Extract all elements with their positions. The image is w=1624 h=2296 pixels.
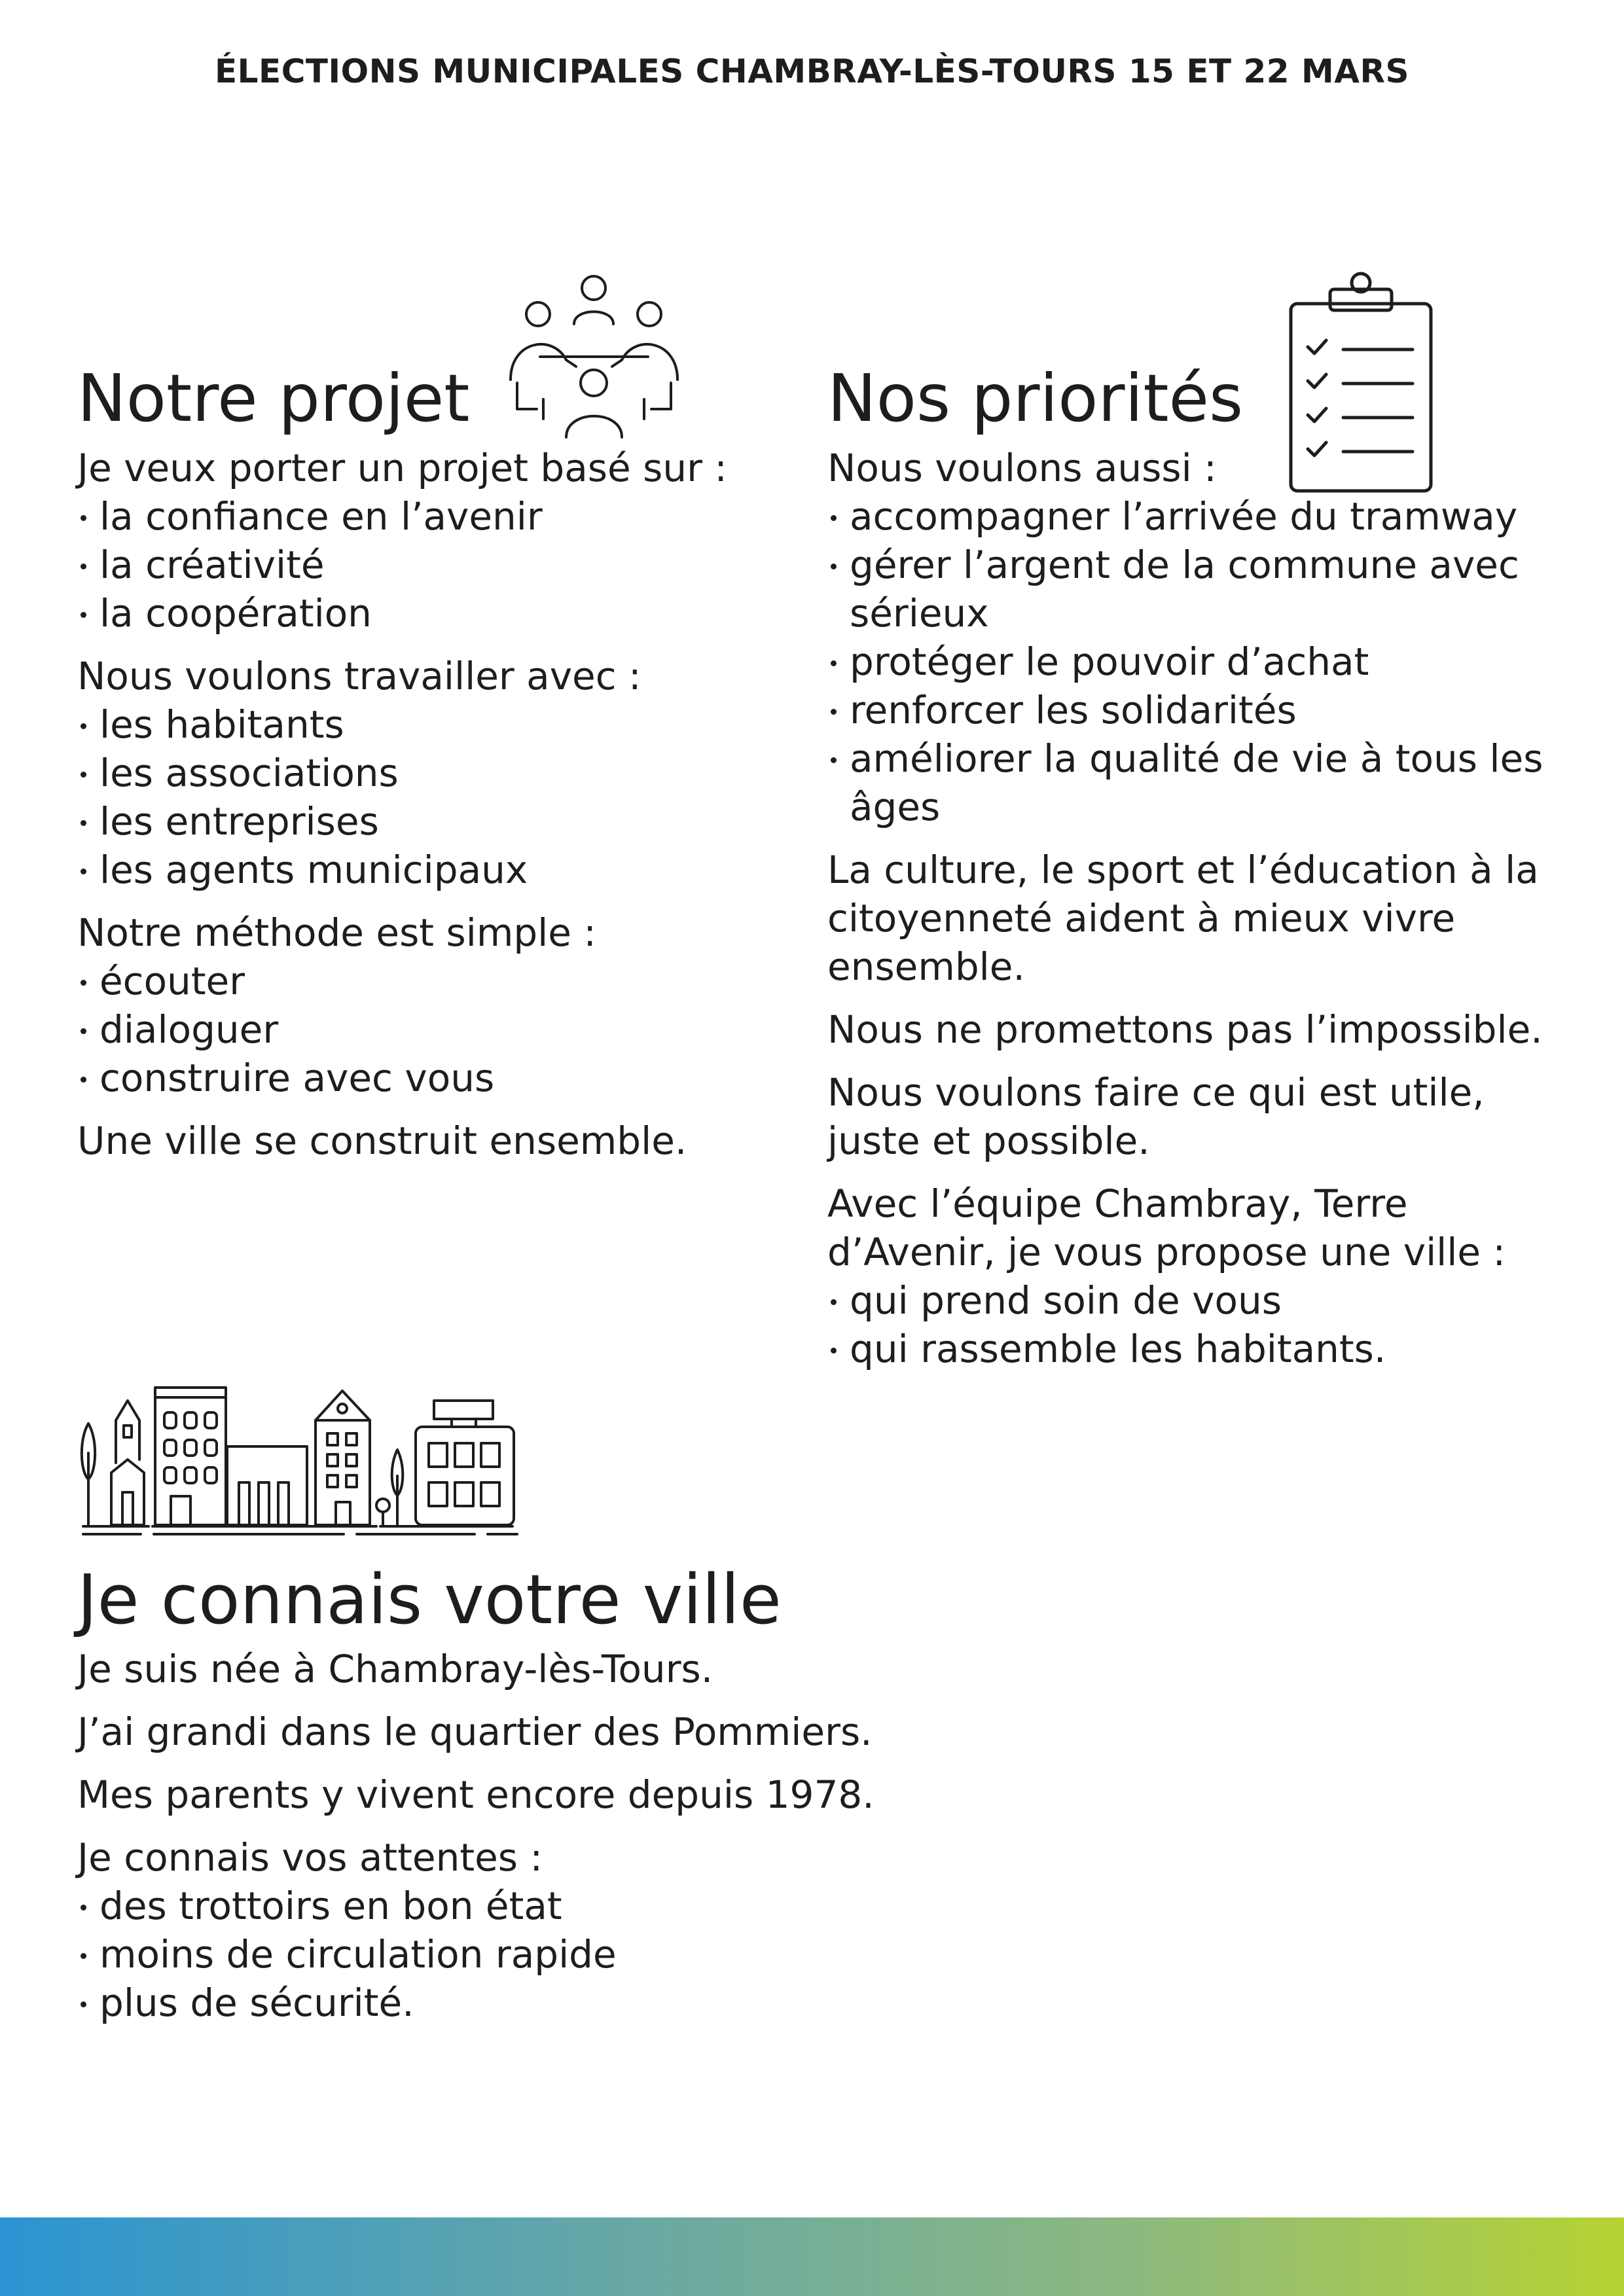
list-item: protéger le pouvoir d’achat bbox=[827, 637, 1574, 686]
list-item: des trottoirs en bon état bbox=[77, 1882, 994, 1930]
ville-expectations-block bbox=[77, 1833, 994, 2027]
priorites-intro: Nous voulons aussi : bbox=[827, 446, 1217, 490]
list-item: moins de circulation rapide bbox=[77, 1930, 994, 1979]
list-item: qui rassemble les habitants. bbox=[827, 1325, 1574, 1373]
header-title: ÉLECTIONS MUNICIPALES CHAMBRAY-LÈS-TOURS 15 ET 22 MARS bbox=[215, 52, 1409, 90]
projet-method-block bbox=[77, 908, 784, 1102]
priorites-list-block bbox=[827, 444, 1574, 831]
projet-partners-block bbox=[77, 652, 784, 894]
priorites-culture: La culture, le sport et l’éducation à la citoyenneté aident à mieux vivre ensemble. bbox=[827, 848, 1539, 989]
projet-title: Notre projet bbox=[77, 360, 470, 437]
priorites-team-intro: Avec l’équipe Chambray, Terre d’Avenir, je vous propose une ville : bbox=[827, 1181, 1506, 1274]
priorites-section bbox=[827, 360, 1574, 1388]
priorites-title: Nos priorités bbox=[827, 360, 1244, 437]
priorites-promise: Nous ne promettons pas l’impossible. bbox=[827, 1007, 1543, 1052]
list-item: les associations bbox=[77, 749, 784, 797]
projet-closing: Une ville se construit ensemble. bbox=[77, 1119, 687, 1163]
list-item: la créativité bbox=[77, 541, 784, 589]
list-item: dialoguer bbox=[77, 1005, 784, 1054]
ville-grew: J’ai grandi dans le quartier des Pommiers. bbox=[77, 1710, 873, 1754]
list-item: la confiance en l’avenir bbox=[77, 492, 784, 541]
priorites-useful: Nous voulons faire ce qui est utile, juste et possible. bbox=[827, 1070, 1485, 1163]
projet-partners-intro: Nous voulons travailler avec : bbox=[77, 654, 641, 698]
projet-method-intro: Notre méthode est simple : bbox=[77, 910, 596, 955]
ville-expect-intro: Je connais vos attentes : bbox=[77, 1835, 543, 1880]
list-item: construire avec vous bbox=[77, 1054, 784, 1102]
list-item: plus de sécurité. bbox=[77, 1979, 994, 2027]
city-buildings-icon bbox=[75, 1374, 520, 1538]
list-item: qui prend soin de vous bbox=[827, 1276, 1574, 1325]
list-item: les habitants bbox=[77, 700, 784, 749]
ville-title: Je connais votre ville bbox=[77, 1560, 782, 1640]
projet-intro: Je veux porter un projet basé sur : bbox=[77, 446, 727, 490]
footer-gradient-bar bbox=[0, 2217, 1624, 2296]
ville-born: Je suis née à Chambray-lès-Tours. bbox=[77, 1647, 713, 1691]
list-item: gérer l’argent de la commune avec sérieux bbox=[827, 541, 1574, 637]
ville-section bbox=[77, 1561, 994, 2041]
list-item: renforcer les solidarités bbox=[827, 686, 1574, 734]
list-item: les entreprises bbox=[77, 797, 784, 846]
list-item: accompagner l’arrivée du tramway bbox=[827, 492, 1574, 541]
list-item: améliorer la qualité de vie à tous les âges bbox=[827, 734, 1574, 831]
list-item: la coopération bbox=[77, 589, 784, 637]
list-item: les agents municipaux bbox=[77, 846, 784, 894]
ville-parents: Mes parents y vivent encore depuis 1978. bbox=[77, 1772, 875, 1817]
projet-section bbox=[77, 360, 784, 1179]
list-item: écouter bbox=[77, 957, 784, 1005]
priorites-team-block bbox=[827, 1179, 1574, 1373]
projet-values-block bbox=[77, 444, 784, 637]
